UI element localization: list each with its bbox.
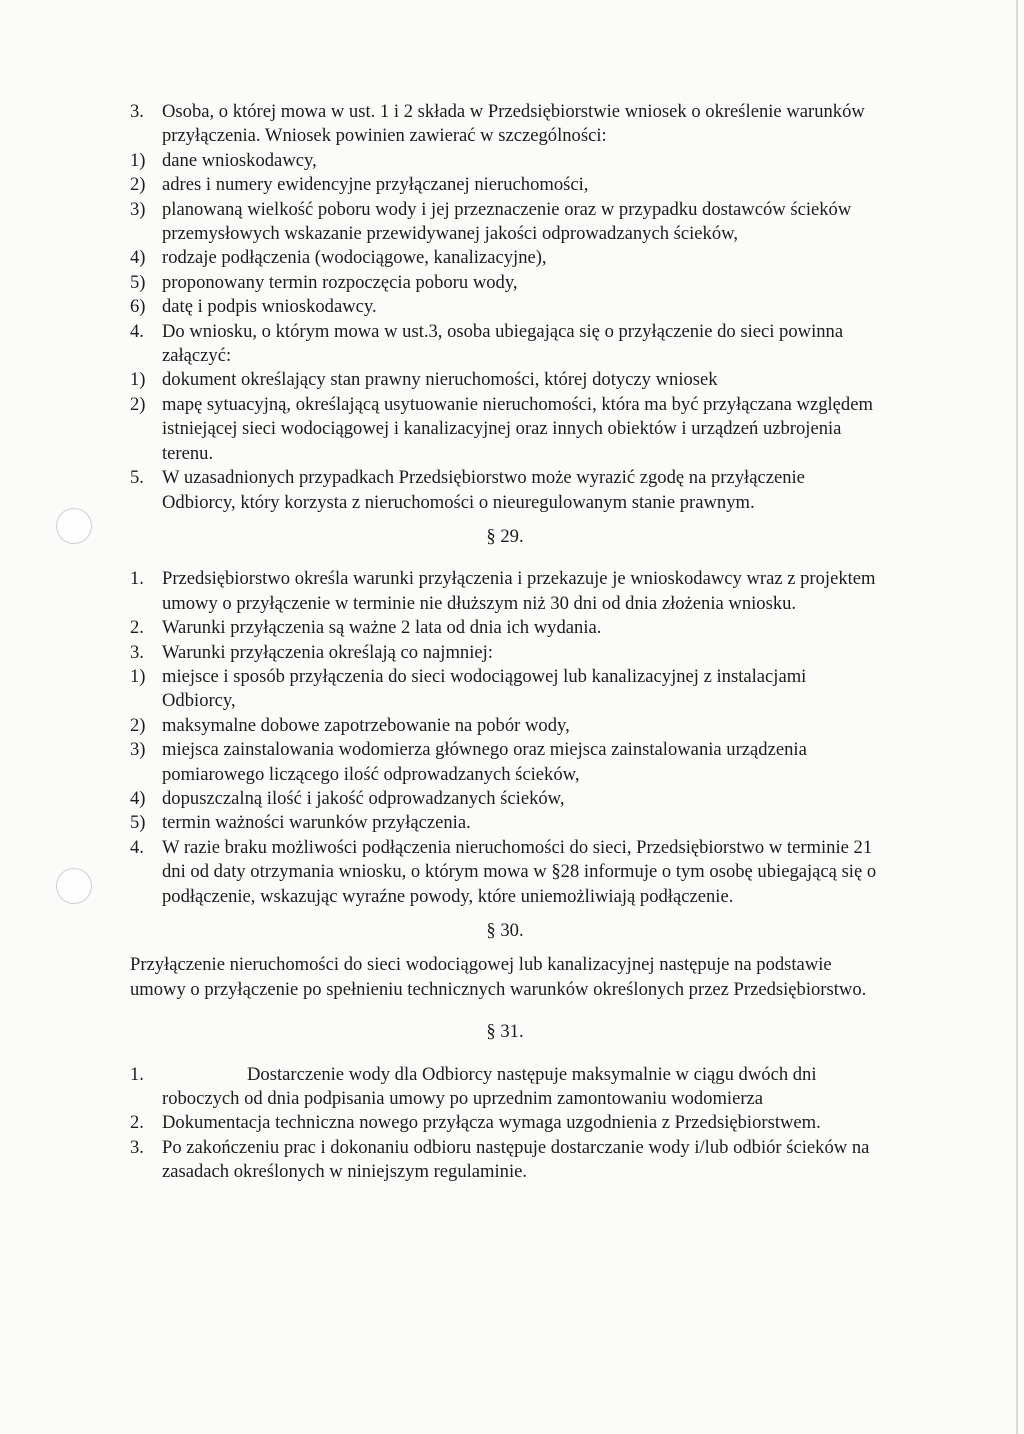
section-29	[130, 567, 880, 909]
list-item: 5) proponowany termin rozpoczęcia poboru wody,	[130, 271, 518, 293]
list-item: 2) maksymalne dobowe zapotrzebowanie na pobór wody,	[130, 714, 570, 736]
list-item: 3) miejsca zainstalowania wodomierza głównego oraz miejsca zainstalowania urządzenia pomiarowego liczącego ilość odprowadzanych ścieków,	[130, 739, 807, 785]
list-item: 3) planowaną wielkość poboru wody i jej przeznaczenie oraz w przypadku dostawców ścieków przemysłowych wskazanie przewidywanej jakości odprowadzanych ścieków,	[130, 198, 852, 245]
list-item: 4) rodzaje podłączenia (wodociągowe, kanalizacyjne),	[130, 247, 547, 269]
section-31	[130, 1063, 880, 1185]
list-item: 1) miejsce i sposób przyłączenia do sieci wodociągowej lub kanalizacyjnej z instalacjami Odbiorcy,	[130, 665, 807, 712]
list-item: 4. W razie braku możliwości podłączenia nieruchomości do sieci, Przedsiębiorstwo w terminie 21 dni od daty otrzymania wniosku, o którym mowa w §28 informuje o tym osobę ubiegającą się o podłączenie, wskazując wyraźne powody, które uniemożliwiają podłączenie.	[130, 836, 877, 907]
list-item: 2. Dokumentacja techniczna nowego przyłącza wymaga uzgodnienia z Przedsiębiorstwem.	[130, 1112, 821, 1134]
list-item: 3. Po zakończeniu prac i dokonaniu odbioru następuje dostarczanie wody i/lub odbiór ścieków na zasadach określonych w niniejszym regulaminie.	[130, 1136, 870, 1183]
list-item: 5) termin ważności warunków przyłączenia.	[130, 812, 471, 834]
section-28-continuation	[130, 100, 880, 515]
list-item: 3. Osoba, o której mowa w ust. 1 i 2 składa w Przedsiębiorstwie wniosek o określenie warunków przyłączenia. Wniosek powinien zawierać w szczególności:	[130, 101, 865, 147]
page-edge	[1016, 0, 1018, 1434]
list-item: 2) adres i numery ewidencyjne przyłączanej nieruchomości,	[130, 174, 589, 196]
punch-hole-upper	[56, 508, 92, 544]
list-item: 3. Warunki przyłączenia określają co najmniej:	[130, 641, 493, 663]
list-item: 1. Przedsiębiorstwo określa warunki przyłączenia i przekazuje je wnioskodawcy wraz z projektem umowy o przyłączenie w terminie nie dłuższym niż 30 dni od dnia złożenia wniosku.	[130, 568, 876, 614]
list-item: 4. Do wniosku, o którym mowa w ust.3, osoba ubiegająca się o przyłączenie do sieci powinna załączyć:	[130, 320, 844, 367]
section-heading-29: § 29.	[486, 525, 524, 547]
list-item: 5. W uzasadnionych przypadkach Przedsiębiorstwo może wyrazić zgodę na przyłączenie Odbiorcy, który korzysta z nieruchomości o nieuregulowanym stanie prawnym.	[130, 467, 805, 513]
list-item: 6) datę i podpis wnioskodawcy.	[130, 296, 377, 318]
list-item: 2. Warunki przyłączenia są ważne 2 lata od dnia ich wydania.	[130, 617, 602, 639]
punch-hole-lower	[56, 868, 92, 904]
section-heading-31: § 31.	[486, 1021, 524, 1043]
list-item: 1) dokument określający stan prawny nieruchomości, której dotyczy wniosek	[130, 369, 718, 391]
list-item: 1) dane wnioskodawcy,	[130, 149, 317, 171]
document-body	[130, 100, 880, 1185]
list-item: 2) mapę sytuacyjną, określającą usytuowanie nieruchomości, która ma być przyłączana względem istniejącej sieci wodociągowej i kanalizacyjnej oraz innych obiektów i urządzeń uzbrojenia terenu.	[130, 393, 873, 464]
list-item: 4) dopuszczalną ilość i jakość odprowadzanych ścieków,	[130, 787, 565, 809]
section-heading-30: § 30.	[486, 920, 524, 941]
section-30-paragraph: Przyłączenie nieruchomości do sieci wodociągowej lub kanalizacyjnej następuje na podstawie umowy o przyłączenie po spełnieniu technicznych warunków określonych przez Przedsiębiorstwo.	[130, 954, 867, 1000]
list-item: 1. Dostarczenie wody dla Odbiorcy następuje maksymalnie w ciągu dwóch dni roboczych od dnia podpisania umowy po uprzednim zamontowaniu wodomierza	[130, 1063, 817, 1110]
